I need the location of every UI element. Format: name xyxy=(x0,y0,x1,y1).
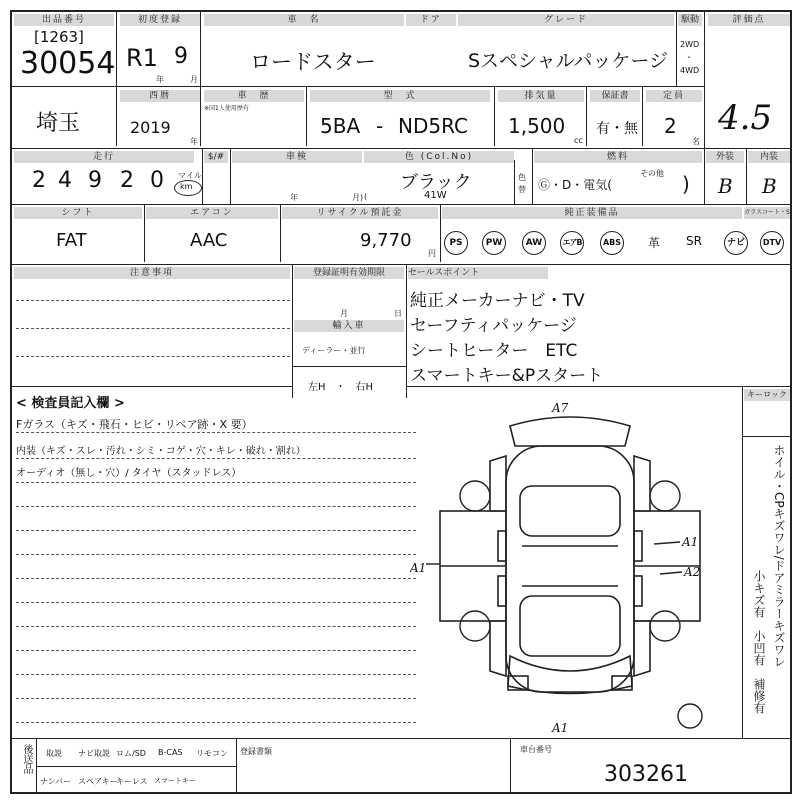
note-line xyxy=(16,300,290,301)
row-divider xyxy=(12,264,790,265)
damage-mark-a1: A1 xyxy=(682,535,699,549)
divider xyxy=(514,160,515,204)
model-year-unit: 年 xyxy=(190,137,198,146)
key-label: キーロック xyxy=(744,389,790,401)
divider xyxy=(230,148,231,204)
lot-label: 出品番号 xyxy=(14,14,114,26)
equipment-navi: ナビ xyxy=(724,231,748,255)
row-divider xyxy=(406,386,790,387)
equipment-ps: PS xyxy=(444,231,468,255)
inspection-line xyxy=(16,432,416,433)
chassis-label: 車 歴 xyxy=(204,90,304,102)
first-reg-era: R1 xyxy=(126,44,158,72)
footer-item: 取説 xyxy=(46,749,62,758)
inspection-line xyxy=(16,530,416,531)
reg-day: 日 xyxy=(394,309,402,318)
damage-mark-a2: A2 xyxy=(684,565,701,579)
recycle-label: リサイクル預託金 xyxy=(282,207,438,219)
sales-point: 純正メーカーナビ・TV xyxy=(410,291,585,311)
capacity-label: 定員 xyxy=(646,90,702,102)
steering: 左H ・ 右H xyxy=(308,382,374,393)
first-reg-label: 初度登録 xyxy=(120,14,200,26)
model-year-label: 西暦 xyxy=(120,90,200,102)
inspection-line xyxy=(16,650,416,651)
mileage-digit: 2 xyxy=(120,168,134,193)
inspection-line xyxy=(16,722,416,723)
inspection-line xyxy=(16,482,416,483)
recycle: 9,770 xyxy=(360,230,412,251)
footer-item: ナビ取説 xyxy=(78,749,110,758)
divider xyxy=(642,86,643,146)
import-label: 輸入車 xyxy=(294,320,404,332)
divider xyxy=(494,86,495,146)
divider xyxy=(704,12,705,148)
mileage-digit: 4 xyxy=(58,168,72,193)
inspection-interior: 内装（キズ・スレ・汚れ・シミ・コゲ・穴・キレ・破れ・割れ） xyxy=(16,446,306,457)
footer-item: キーレス xyxy=(116,777,148,786)
fuel-label: 燃料 xyxy=(534,151,702,163)
mileage-label: 走行 xyxy=(14,151,194,163)
capacity: 2 xyxy=(664,114,677,138)
equipment-pw: PW xyxy=(482,231,506,255)
type-label: 型 式 xyxy=(310,90,490,102)
footer-item: スペアキー xyxy=(78,777,118,786)
recycle-unit: 円 xyxy=(428,249,436,258)
color-label: 色 (Col.No) xyxy=(364,151,514,163)
fuel-close: ) xyxy=(682,172,690,196)
type-code: ND5RC xyxy=(398,114,468,138)
chassis-note: ※国1人使用歴有 xyxy=(204,105,249,112)
damage-mark-a1: A1 xyxy=(552,721,569,735)
interior: B xyxy=(762,174,777,198)
interior-label: 内装 xyxy=(748,151,790,163)
divider xyxy=(742,436,790,437)
displacement: 1,500 xyxy=(508,114,566,138)
inspection-month: 月) xyxy=(352,193,364,202)
dealer: ディーラー・並行 xyxy=(302,346,366,355)
divider xyxy=(746,148,747,204)
inspection-line xyxy=(16,698,416,699)
color-change-label: 色替 xyxy=(518,173,526,194)
reg-expiry-label: 登録証明有効期限 xyxy=(294,267,404,279)
inspection-open: ( xyxy=(364,192,368,201)
shift-label: シフト xyxy=(14,207,142,219)
equipment-aw: AW xyxy=(522,231,546,255)
sales-label: セールスポイント xyxy=(408,267,548,279)
equipment-label: 純正装備品 xyxy=(442,207,742,219)
footer-item: ロム/SD xyxy=(116,749,146,758)
model-year: 2019 xyxy=(130,118,171,137)
grade-label: グレード xyxy=(458,14,674,26)
warranty: 有・無 xyxy=(596,121,638,137)
sales-point: シートヒーター ETC xyxy=(410,341,578,361)
divider xyxy=(292,366,406,367)
first-reg-month: 9 xyxy=(174,44,188,69)
note-line xyxy=(16,328,290,329)
exterior-label: 外装 xyxy=(706,151,744,163)
inspection-line xyxy=(16,626,416,627)
mileage-unit-km: km xyxy=(180,182,193,191)
chassis-number: 303261 xyxy=(604,762,688,787)
divider xyxy=(144,204,145,262)
drive-4wd: 4WD xyxy=(680,66,700,75)
caution-label: 注意事項 xyxy=(14,267,290,279)
divider xyxy=(440,204,441,262)
damage-mark-a7: A7 xyxy=(552,401,569,415)
divider xyxy=(280,204,281,262)
flag-label: $/# xyxy=(204,151,228,163)
divider xyxy=(116,12,117,86)
inspection-line xyxy=(16,674,416,675)
divider xyxy=(676,12,677,86)
color: ブラック xyxy=(400,172,472,193)
inspection-line xyxy=(16,506,416,507)
car-diagram xyxy=(410,396,740,736)
displacement-label: 排気量 xyxy=(498,90,584,102)
mileage-digits xyxy=(28,168,178,196)
color-code: 41W xyxy=(424,190,447,201)
mileage-digit: 9 xyxy=(88,168,102,193)
row-divider xyxy=(12,204,790,205)
footer-item: スマートキー xyxy=(154,777,196,785)
type-dash: - xyxy=(376,114,384,138)
divider xyxy=(406,264,407,398)
inspection-title: < 検査員記入欄 > xyxy=(16,396,125,411)
year-unit: 年 xyxy=(156,75,164,84)
inspection-line xyxy=(16,554,416,555)
drive-label: 駆動 xyxy=(678,14,702,26)
divider xyxy=(704,148,705,204)
mileage-unit-mile: マイル xyxy=(178,171,202,180)
footer-item: リモコン xyxy=(196,749,228,758)
type-prefix: 5BA xyxy=(320,114,361,138)
grade: Sスペシャルパッケージ xyxy=(468,50,668,72)
inspection-line xyxy=(16,458,416,459)
mileage-digit: 0 xyxy=(150,168,164,193)
footer-item: B-CAS xyxy=(158,748,183,757)
divider xyxy=(116,86,117,146)
divider xyxy=(292,264,293,398)
equipment-sunroof: SR xyxy=(686,234,702,248)
inspection-label: 車検 xyxy=(232,151,362,163)
fuel-other: その他 xyxy=(640,169,664,178)
drive-sep: ・ xyxy=(685,53,693,62)
drive-2wd: 2WD xyxy=(680,40,700,49)
footer-item: ナンバー xyxy=(40,777,72,786)
inspection-year: 年 xyxy=(290,193,298,202)
row-divider xyxy=(12,148,790,149)
row-divider xyxy=(12,386,292,387)
lot-number: 30054 xyxy=(20,46,116,81)
divider xyxy=(200,12,201,86)
sales-point: セーフティパッケージ xyxy=(410,316,577,336)
capacity-unit: 名 xyxy=(692,137,700,146)
divider xyxy=(200,86,201,146)
equipment-leather: 革 xyxy=(648,236,661,250)
exterior: B xyxy=(718,174,733,198)
side-note-2: 小キズ有 小凹有 補修有 xyxy=(752,570,766,714)
ac-label: エアコン xyxy=(146,207,278,219)
divider xyxy=(306,86,307,146)
equipment-dtv: DTV xyxy=(760,231,784,255)
car-name-label: 車 名 xyxy=(204,14,404,26)
divider xyxy=(236,738,237,794)
fuel: Ⓖ・D・電気( xyxy=(538,178,612,192)
car-name: ロードスター xyxy=(250,50,376,74)
divider xyxy=(510,738,511,794)
divider xyxy=(202,148,203,204)
inspection-glass: Fガラス（キズ・飛石・ヒビ・リペア跡・X 要） xyxy=(16,418,253,431)
divider xyxy=(36,766,236,767)
chassis-no-label: 車台番号 xyxy=(520,745,552,754)
warranty-label: 保証書 xyxy=(590,90,640,102)
divider xyxy=(586,86,587,146)
inspection-audio: オーディオ（無し・穴）/ タイヤ（スタッドレス） xyxy=(16,468,242,479)
score-label: 評価点 xyxy=(708,14,790,26)
divider xyxy=(532,148,533,204)
reg-doc-label: 登録書類 xyxy=(240,747,272,756)
divider xyxy=(742,386,743,738)
ac: AAC xyxy=(190,230,228,251)
note-line xyxy=(16,356,290,357)
reg-month: 月 xyxy=(340,309,348,318)
inspection-line xyxy=(16,578,416,579)
side-note-1: ホイル・CPキズワレ/ドアミラーキズワレ xyxy=(772,444,786,668)
mileage-digit: 2 xyxy=(32,168,46,193)
shift: FAT xyxy=(56,230,87,251)
equipment-abs: ABS xyxy=(600,231,624,255)
transport-label: 後送品 xyxy=(21,744,32,774)
sales-point: スマートキー&Pスタート xyxy=(410,366,604,386)
score: 4.5 xyxy=(718,98,773,138)
month-unit: 月 xyxy=(190,75,198,84)
damage-mark-a1: A1 xyxy=(410,561,427,575)
region: 埼玉 xyxy=(36,111,81,136)
inspection-line xyxy=(16,602,416,603)
glasscoat-label: ガラスコート・S xyxy=(744,207,790,219)
equipment-airbag: エアB xyxy=(560,231,584,255)
row-divider xyxy=(12,738,790,739)
lot-sub: [1263] xyxy=(34,28,84,46)
door-label: ドア xyxy=(406,14,456,26)
displacement-unit: cc xyxy=(574,136,583,145)
